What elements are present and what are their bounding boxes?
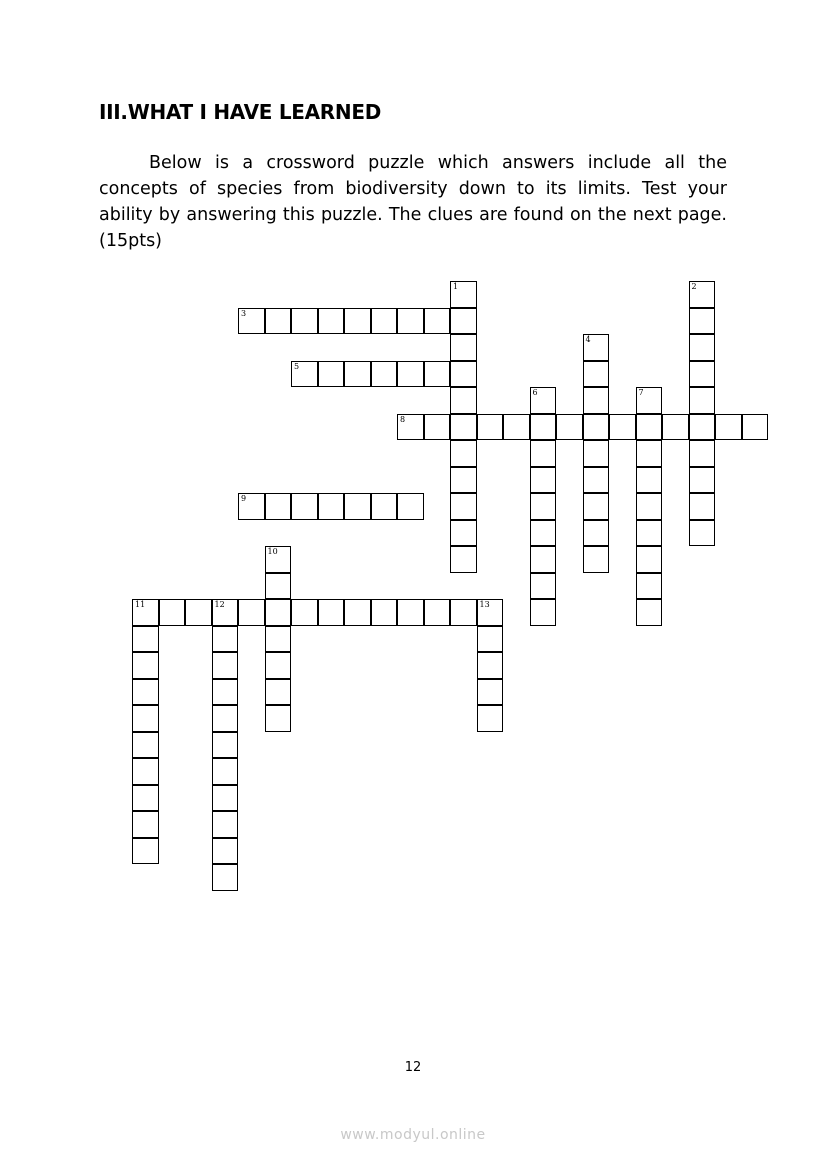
crossword-cell[interactable] <box>238 599 265 626</box>
crossword-cell[interactable] <box>371 308 398 335</box>
crossword-cell[interactable] <box>689 361 716 388</box>
crossword-cell[interactable] <box>583 387 610 414</box>
clue-number: 13 <box>479 600 490 609</box>
crossword-cell[interactable] <box>265 599 292 626</box>
clue-number: 1 <box>453 282 459 291</box>
crossword-cell[interactable] <box>556 414 583 441</box>
crossword-cell[interactable] <box>132 679 159 706</box>
crossword-cell[interactable] <box>450 281 477 308</box>
clue-number: 7 <box>638 388 644 397</box>
crossword-cell[interactable] <box>397 414 424 441</box>
crossword-cell[interactable] <box>132 705 159 732</box>
crossword-cell[interactable] <box>583 493 610 520</box>
clue-number: 9 <box>241 494 247 503</box>
crossword-cell[interactable] <box>583 546 610 573</box>
crossword-cell[interactable] <box>583 414 610 441</box>
crossword-cell[interactable] <box>450 467 477 494</box>
crossword-cell[interactable] <box>530 573 557 600</box>
crossword-cell[interactable] <box>397 308 424 335</box>
crossword-cell[interactable] <box>477 652 504 679</box>
crossword-cell[interactable] <box>583 520 610 547</box>
crossword-cell[interactable] <box>636 546 663 573</box>
crossword-cell[interactable] <box>397 361 424 388</box>
clue-number: 5 <box>294 361 300 371</box>
crossword-cell[interactable] <box>265 652 292 679</box>
clue-number: 6 <box>532 388 538 397</box>
crossword-cell[interactable] <box>450 546 477 573</box>
crossword-cell[interactable] <box>291 361 318 388</box>
crossword-cell[interactable] <box>530 440 557 467</box>
crossword-cell[interactable] <box>689 387 716 414</box>
crossword-cell[interactable] <box>450 493 477 520</box>
crossword-cell[interactable] <box>212 811 239 838</box>
watermark: www.modyul.online <box>340 1127 486 1143</box>
crossword-cell[interactable] <box>371 493 398 520</box>
crossword-cell[interactable] <box>503 414 530 441</box>
crossword-cell[interactable] <box>397 599 424 626</box>
crossword-cell[interactable] <box>291 308 318 335</box>
crossword-cell[interactable] <box>636 387 663 414</box>
crossword-cell[interactable] <box>450 334 477 361</box>
crossword-cell[interactable] <box>132 652 159 679</box>
crossword-cell[interactable] <box>424 599 451 626</box>
crossword-cell[interactable] <box>450 440 477 467</box>
crossword-cell[interactable] <box>450 308 477 335</box>
crossword-cell[interactable] <box>742 414 769 441</box>
crossword-cell[interactable] <box>636 440 663 467</box>
crossword-cell[interactable] <box>689 493 716 520</box>
crossword-cell[interactable] <box>265 573 292 600</box>
crossword-cell[interactable] <box>132 626 159 653</box>
crossword-cell[interactable] <box>477 679 504 706</box>
crossword-cell[interactable] <box>132 732 159 759</box>
section-title: III.WHAT I HAVE LEARNED <box>99 100 382 124</box>
crossword-cell[interactable] <box>477 414 504 441</box>
crossword-cell[interactable] <box>212 652 239 679</box>
crossword-cell[interactable] <box>689 467 716 494</box>
crossword-cell[interactable] <box>689 281 716 308</box>
crossword-cell[interactable] <box>185 599 212 626</box>
crossword-cell[interactable] <box>636 414 663 441</box>
crossword-cell[interactable] <box>212 679 239 706</box>
crossword-cell[interactable] <box>583 440 610 467</box>
crossword-cell[interactable] <box>530 467 557 494</box>
crossword-cell[interactable] <box>636 467 663 494</box>
crossword-cell[interactable] <box>344 361 371 388</box>
crossword-cell[interactable] <box>238 308 265 335</box>
clue-number: 8 <box>400 414 406 424</box>
crossword-cell[interactable] <box>132 599 159 626</box>
crossword-cell[interactable] <box>238 493 265 520</box>
crossword-cell[interactable] <box>212 864 239 891</box>
crossword-cell[interactable] <box>477 599 504 626</box>
crossword-cell[interactable] <box>318 361 345 388</box>
crossword-cell[interactable] <box>424 308 451 335</box>
crossword-cell[interactable] <box>477 705 504 732</box>
instructions-paragraph: Below is a crossword puzzle which answers include all the concepts of species from biodiversity down to its limits. Test your ability by answering this puzzle. The clues are found on the next page. (15pts) <box>99 153 727 251</box>
crossword-cell[interactable] <box>662 414 689 441</box>
crossword-cell[interactable] <box>318 599 345 626</box>
crossword-cell[interactable] <box>530 493 557 520</box>
crossword-cell[interactable] <box>132 838 159 865</box>
crossword-cell[interactable] <box>212 732 239 759</box>
crossword-cell[interactable] <box>450 387 477 414</box>
crossword-cell[interactable] <box>689 308 716 335</box>
clue-number: 10 <box>267 547 278 556</box>
crossword-cell[interactable] <box>265 546 292 573</box>
crossword-cell[interactable] <box>265 679 292 706</box>
clue-number: 4 <box>585 335 591 344</box>
crossword-cell[interactable] <box>450 414 477 441</box>
crossword-cell[interactable] <box>636 599 663 626</box>
crossword-cell[interactable] <box>318 308 345 335</box>
crossword-cell[interactable] <box>450 599 477 626</box>
crossword-cell[interactable] <box>159 599 186 626</box>
crossword-cell[interactable] <box>636 520 663 547</box>
clue-number: 3 <box>241 308 247 318</box>
crossword-cell[interactable] <box>530 599 557 626</box>
crossword-cell[interactable] <box>530 387 557 414</box>
crossword-cell[interactable] <box>636 493 663 520</box>
crossword-cell[interactable] <box>689 334 716 361</box>
crossword-cell[interactable] <box>265 308 292 335</box>
crossword-cell[interactable] <box>450 520 477 547</box>
crossword-cell[interactable] <box>530 546 557 573</box>
crossword-cell[interactable] <box>265 705 292 732</box>
crossword-cell[interactable] <box>371 599 398 626</box>
crossword-cell[interactable] <box>344 599 371 626</box>
crossword-cell[interactable] <box>583 334 610 361</box>
crossword-cell[interactable] <box>212 785 239 812</box>
crossword-cell[interactable] <box>689 414 716 441</box>
crossword-cell[interactable] <box>636 573 663 600</box>
crossword-cell[interactable] <box>583 467 610 494</box>
crossword-cell[interactable] <box>132 758 159 785</box>
crossword-cell[interactable] <box>265 493 292 520</box>
crossword-cell[interactable] <box>344 308 371 335</box>
crossword-cell[interactable] <box>583 361 610 388</box>
crossword-cell[interactable] <box>212 626 239 653</box>
crossword-cell[interactable] <box>371 361 398 388</box>
clue-number: 2 <box>691 282 697 291</box>
clue-number: 11 <box>135 600 146 609</box>
crossword-cell[interactable] <box>132 785 159 812</box>
crossword-cell[interactable] <box>689 520 716 547</box>
clue-number: 12 <box>214 600 225 609</box>
crossword-cell[interactable] <box>265 626 292 653</box>
crossword-cell[interactable] <box>291 493 318 520</box>
crossword-cell[interactable] <box>212 705 239 732</box>
crossword-cell[interactable] <box>397 493 424 520</box>
crossword-cell[interactable] <box>477 626 504 653</box>
crossword-cell[interactable] <box>609 414 636 441</box>
crossword-cell[interactable] <box>689 440 716 467</box>
crossword-cell[interactable] <box>450 361 477 388</box>
crossword-cell[interactable] <box>212 838 239 865</box>
crossword-cell[interactable] <box>424 361 451 388</box>
crossword-cell[interactable] <box>318 493 345 520</box>
crossword-cell[interactable] <box>424 414 451 441</box>
crossword-cell[interactable] <box>344 493 371 520</box>
crossword-cell[interactable] <box>291 599 318 626</box>
crossword-cell[interactable] <box>212 758 239 785</box>
crossword-cell[interactable] <box>530 520 557 547</box>
page-number: 12 <box>404 1060 422 1075</box>
crossword-cell[interactable] <box>132 811 159 838</box>
crossword-cell[interactable] <box>715 414 742 441</box>
crossword-cell[interactable] <box>530 414 557 441</box>
crossword-cell[interactable] <box>212 599 239 626</box>
